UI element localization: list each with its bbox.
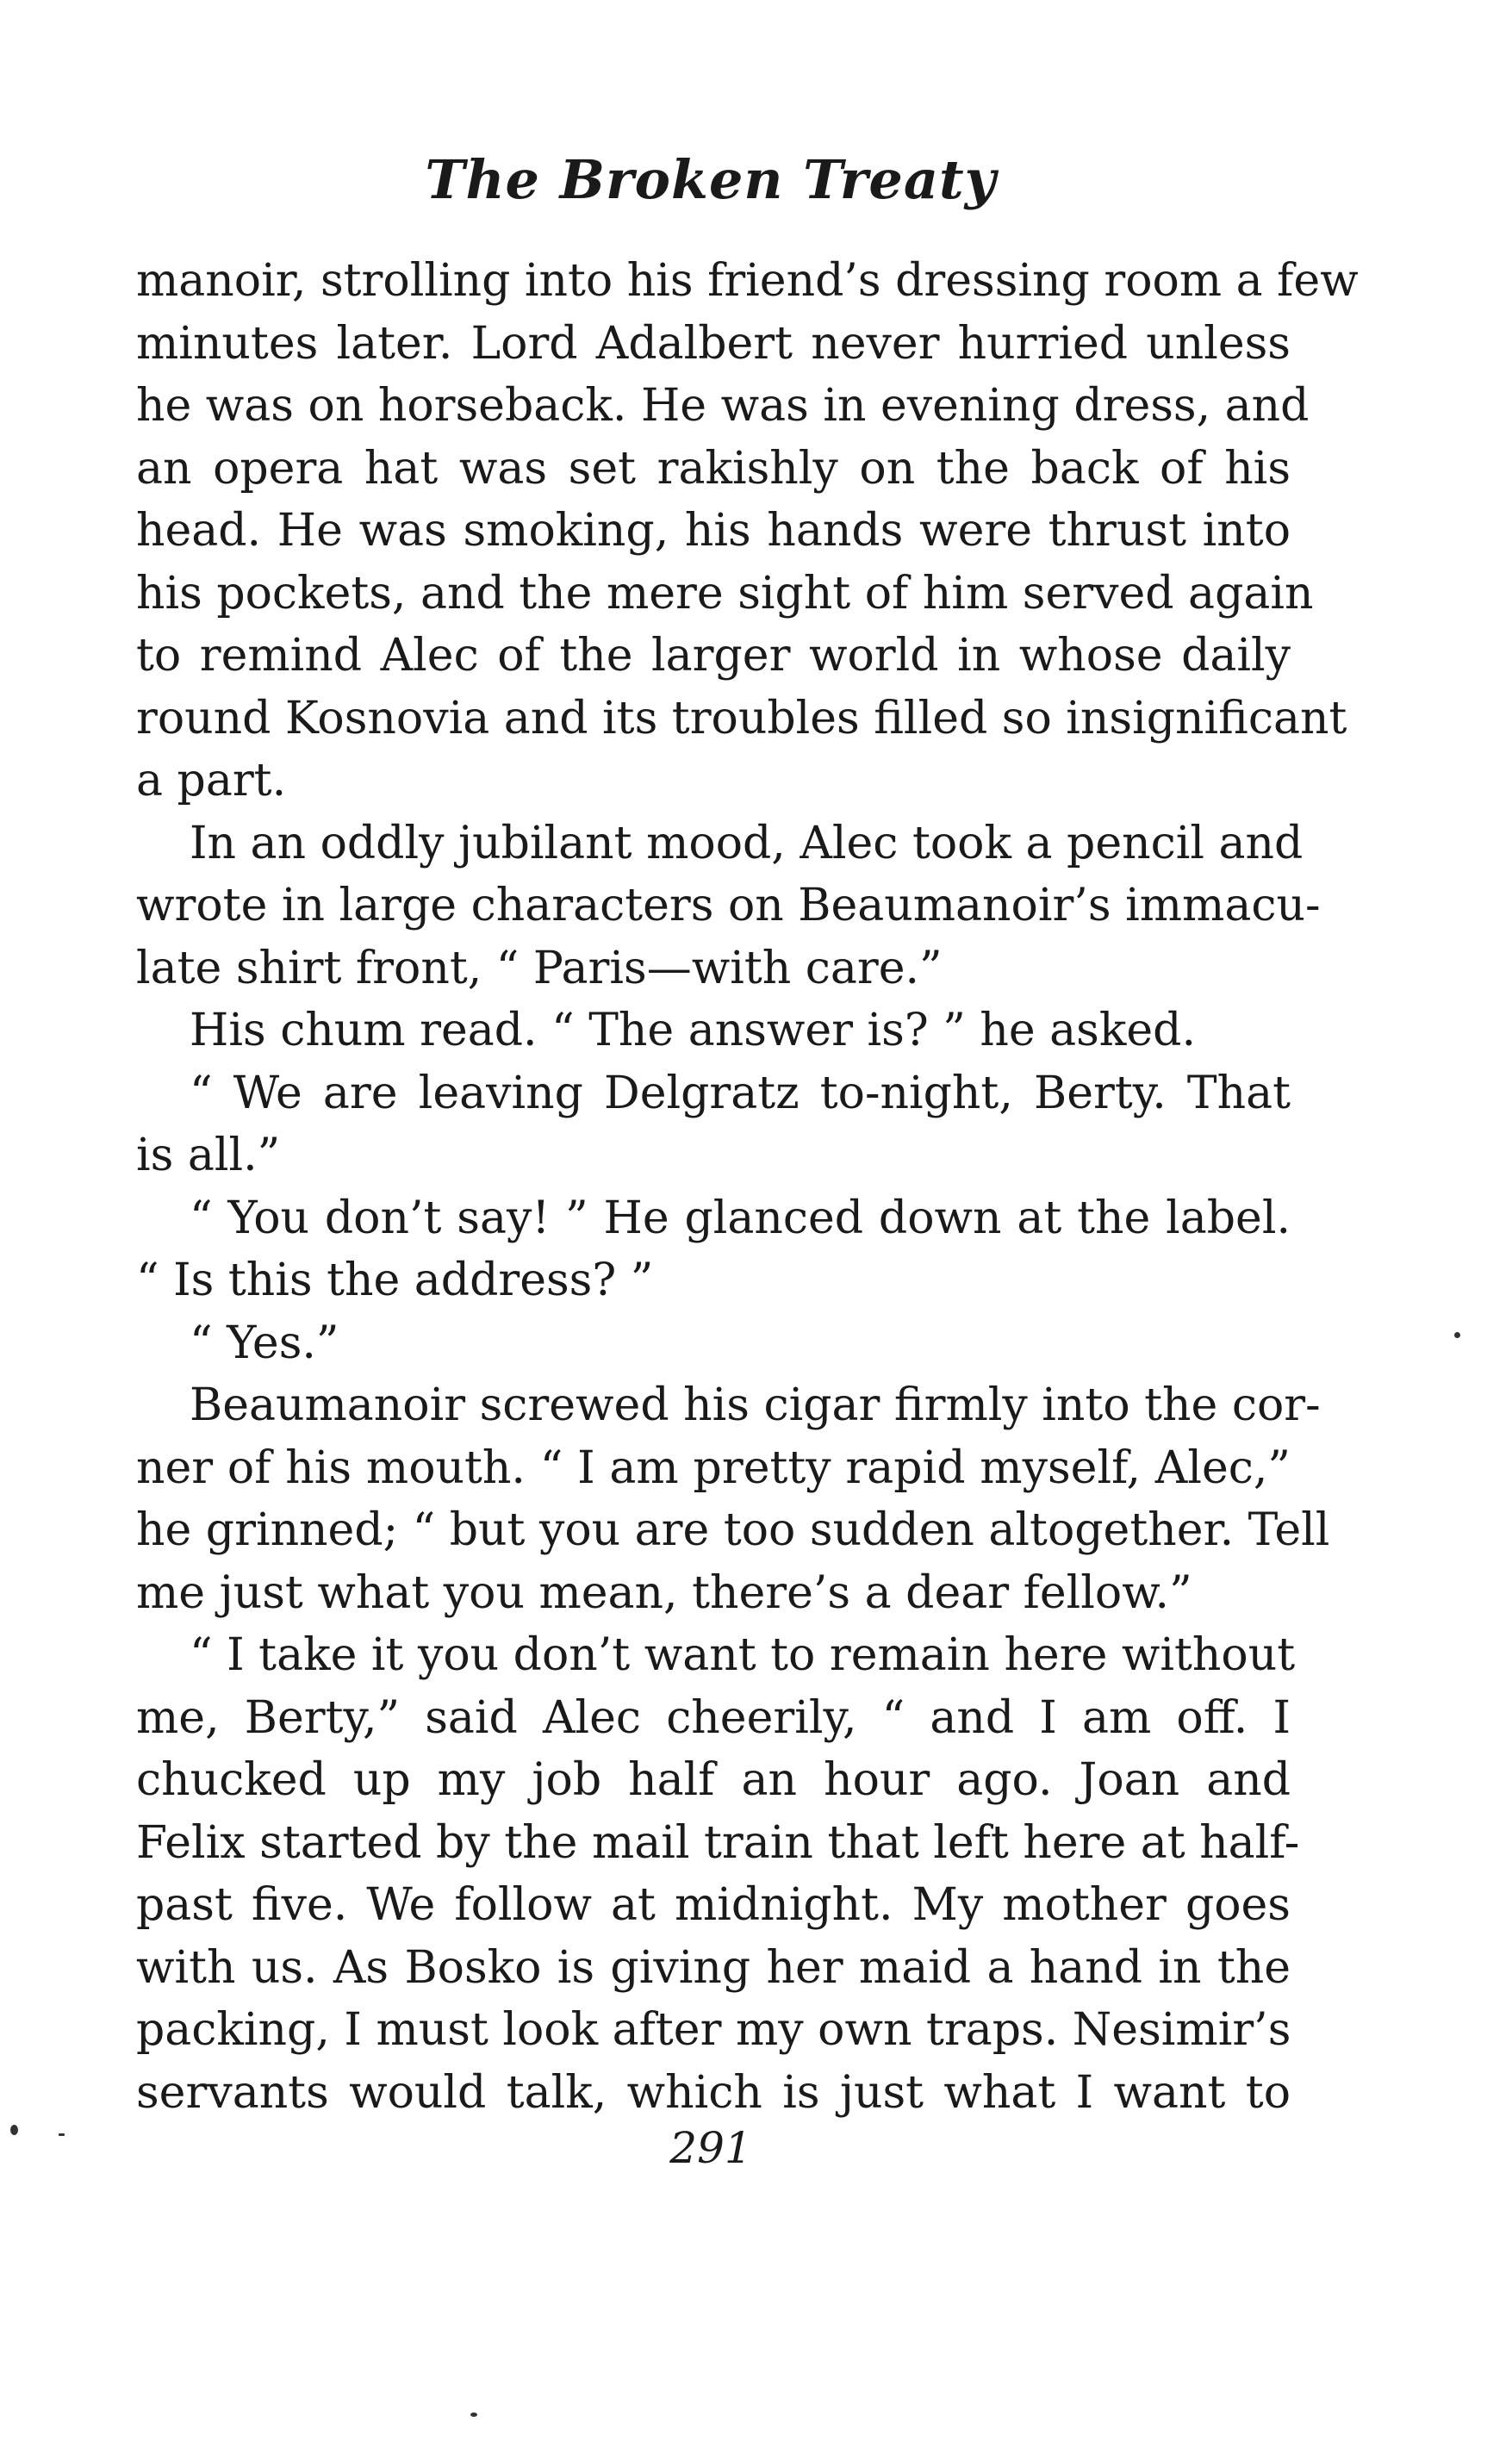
body-text bbox=[136, 250, 1359, 2124]
text-line: me just what you mean, there’s a dear fellow.” bbox=[136, 1566, 1192, 1619]
text-line: servants would talk, which is just what I want to bbox=[136, 2066, 1291, 2119]
text-line: “ I take it you don’t want to remain here without bbox=[190, 1629, 1296, 1681]
scan-speck bbox=[470, 2413, 477, 2417]
text-line: a part. bbox=[136, 755, 287, 806]
text-line: chucked up my job half an hour ago. Joan and bbox=[136, 1754, 1291, 1806]
text-line: is all.” bbox=[136, 1130, 281, 1181]
page-number: 291 bbox=[669, 2123, 752, 2173]
text-line: ner of his mouth. “ I am pretty rapid myself, Alec,” bbox=[136, 1441, 1291, 1494]
text-line: Felix started by the mail train that left here at half- bbox=[136, 1816, 1300, 1869]
text-line: “ You don’t say! ” He glanced down at the label. bbox=[190, 1192, 1291, 1244]
text-line: he was on horseback. He was in evening dress, and bbox=[136, 380, 1310, 432]
text-line: an opera hat was set rakishly on the back of his bbox=[136, 442, 1291, 495]
running-title: The Broken Treaty bbox=[425, 148, 997, 211]
text-line: his pockets, and the mere sight of him served again bbox=[136, 567, 1314, 620]
text-line: Beaumanoir screwed his cigar firmly into the cor- bbox=[190, 1379, 1321, 1431]
text-line: wrote in large characters on Beaumanoir’s immacu- bbox=[136, 880, 1321, 931]
text-line: me, Berty,” said Alec cheerily, “ and I am off. I bbox=[136, 1691, 1291, 1744]
text-line: past five. We follow at midnight. My mother goes bbox=[136, 1879, 1291, 1931]
text-line: he grinned; “ but you are too sudden altogether. Tell bbox=[136, 1504, 1330, 1556]
text-line: His chum read. “ The answer is? ” he asked. bbox=[190, 1005, 1196, 1056]
text-line: “ Is this the address? ” bbox=[136, 1255, 654, 1306]
text-line: minutes later. Lord Adalbert never hurried unless bbox=[136, 317, 1291, 370]
text-line: to remind Alec of the larger world in whose daily bbox=[136, 630, 1291, 682]
text-line: In an oddly jubilant mood, Alec took a pencil and bbox=[190, 817, 1304, 869]
text-line: packing, I must look after my own traps. Nesimir’s bbox=[136, 2004, 1291, 2056]
text-line: round Kosnovia and its troubles filled so insignificant bbox=[136, 692, 1347, 744]
text-line: late shirt front, “ Paris—with care.” bbox=[136, 942, 943, 994]
text-line: with us. As Bosko is giving her maid a hand in the bbox=[136, 1941, 1291, 1994]
text-line: head. He was smoking, his hands were thrust into bbox=[136, 505, 1291, 557]
text-line: manoir, strolling into his friend’s dressing room a few bbox=[136, 255, 1359, 307]
text-line: “ We are leaving Delgratz to-night, Berty. That bbox=[190, 1067, 1291, 1119]
scan-speck bbox=[1454, 1332, 1460, 1338]
scan-speck bbox=[10, 2125, 18, 2135]
text-line: “ Yes.” bbox=[190, 1317, 339, 1369]
scan-speck bbox=[59, 2133, 65, 2136]
